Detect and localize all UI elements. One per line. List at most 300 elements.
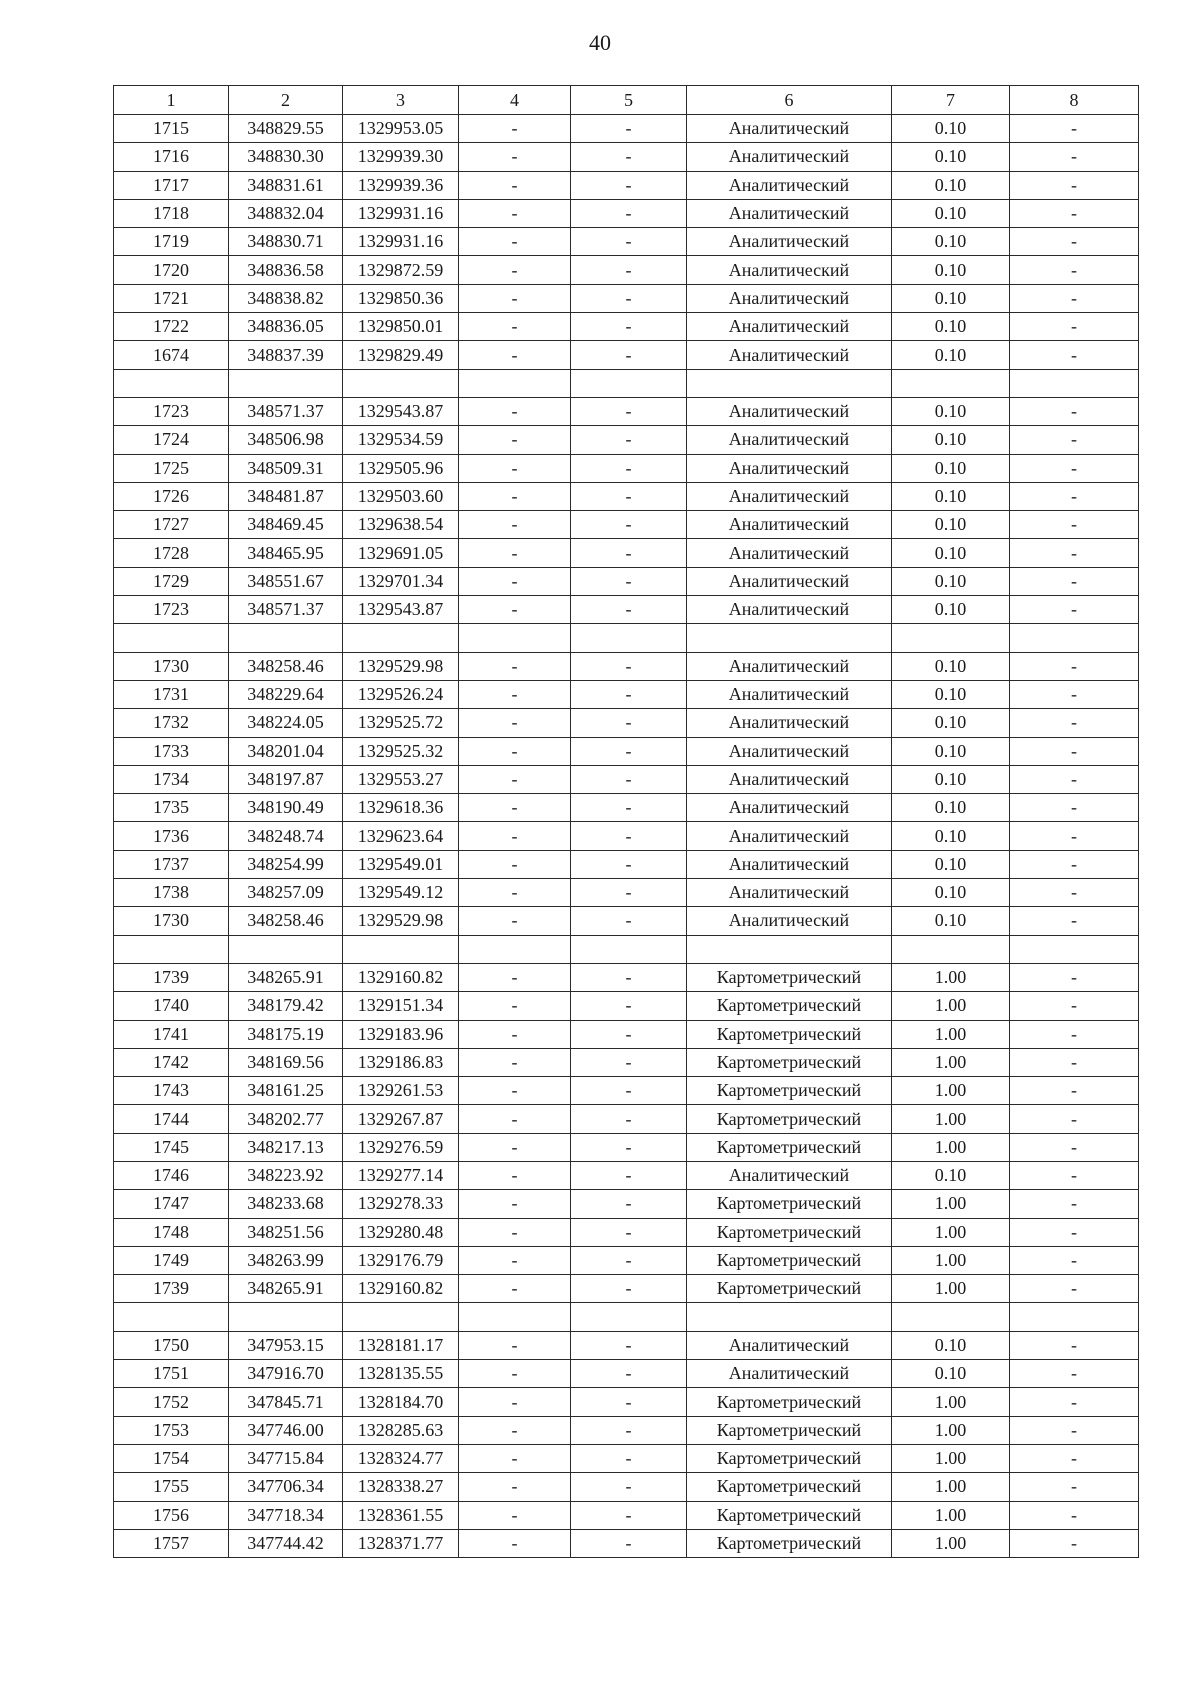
table-cell-col-4: - xyxy=(459,539,571,567)
table-cell-col-7: 0.10 xyxy=(892,737,1010,765)
table-cell-col-6: Аналитический xyxy=(687,284,892,312)
table-cell-col-6: Аналитический xyxy=(687,256,892,284)
table-cell-col-8: - xyxy=(1010,963,1139,991)
table-cell-col-3: 1329278.33 xyxy=(343,1190,459,1218)
table-cell-col-2: 347715.84 xyxy=(229,1444,343,1472)
table-row xyxy=(114,907,1139,935)
table-cell-col-5: - xyxy=(571,171,687,199)
table-cell-col-5: - xyxy=(571,284,687,312)
table-cell-col-5: - xyxy=(571,341,687,369)
table-row xyxy=(114,1218,1139,1246)
table-cell-col-3: 1329549.12 xyxy=(343,879,459,907)
table-cell-col-5: - xyxy=(571,709,687,737)
table-cell-col-1: 1731 xyxy=(114,680,229,708)
table-cell-col-6: Аналитический xyxy=(687,680,892,708)
table-row xyxy=(114,1444,1139,1472)
table-cell-col-4: - xyxy=(459,794,571,822)
table-cell-col-8: - xyxy=(1010,709,1139,737)
table-row xyxy=(114,680,1139,708)
table-row xyxy=(114,992,1139,1020)
table-cell-col-5 xyxy=(571,1303,687,1331)
table-cell-col-5: - xyxy=(571,539,687,567)
table-cell-col-8: - xyxy=(1010,1275,1139,1303)
table-cell-col-6: Аналитический xyxy=(687,199,892,227)
table-cell-col-6: Картометрический xyxy=(687,1388,892,1416)
table-cell-col-4: - xyxy=(459,596,571,624)
table-cell-col-3: 1329160.82 xyxy=(343,1275,459,1303)
table-cell-col-5: - xyxy=(571,397,687,425)
table-cell-col-1: 1739 xyxy=(114,963,229,991)
table-cell-col-2: 348830.71 xyxy=(229,228,343,256)
table-cell-col-8: - xyxy=(1010,1218,1139,1246)
table-cell-col-6: Аналитический xyxy=(687,794,892,822)
table-cell-col-7: 1.00 xyxy=(892,1444,1010,1472)
table-separator-row xyxy=(114,935,1139,963)
table-row xyxy=(114,1105,1139,1133)
table-cell-col-6: Аналитический xyxy=(687,1360,892,1388)
table-cell-col-5: - xyxy=(571,680,687,708)
table-cell-col-7: 1.00 xyxy=(892,1190,1010,1218)
table-cell-col-8: - xyxy=(1010,426,1139,454)
table-cell-col-3: 1329931.16 xyxy=(343,199,459,227)
table-cell-col-1: 1737 xyxy=(114,850,229,878)
table-cell-col-3 xyxy=(343,624,459,652)
table-row xyxy=(114,199,1139,227)
table-cell-col-8: - xyxy=(1010,652,1139,680)
table-row xyxy=(114,567,1139,595)
table-cell-col-5: - xyxy=(571,1105,687,1133)
table-cell-col-7: 1.00 xyxy=(892,1218,1010,1246)
table-body xyxy=(114,115,1139,1558)
table-cell-col-3: 1328135.55 xyxy=(343,1360,459,1388)
table-row xyxy=(114,1048,1139,1076)
table-cell-col-7: 1.00 xyxy=(892,1133,1010,1161)
table-cell-col-5: - xyxy=(571,199,687,227)
table-cell-col-5: - xyxy=(571,1218,687,1246)
table-cell-col-7: 1.00 xyxy=(892,1529,1010,1557)
table-cell-col-8: - xyxy=(1010,992,1139,1020)
table-cell-col-6 xyxy=(687,369,892,397)
table-cell-col-5: - xyxy=(571,1360,687,1388)
table-cell-col-4: - xyxy=(459,1190,571,1218)
table-cell-col-1: 1732 xyxy=(114,709,229,737)
table-cell-col-7: 0.10 xyxy=(892,143,1010,171)
table-cell-col-3: 1329525.32 xyxy=(343,737,459,765)
table-cell-col-6: Картометрический xyxy=(687,1501,892,1529)
table-cell-col-5: - xyxy=(571,1161,687,1189)
table-cell-col-6: Картометрический xyxy=(687,1416,892,1444)
table-cell-col-3: 1329953.05 xyxy=(343,115,459,143)
table-cell-col-7 xyxy=(892,1303,1010,1331)
table-separator-row xyxy=(114,624,1139,652)
table-cell-col-8: - xyxy=(1010,1360,1139,1388)
table-cell-col-5: - xyxy=(571,1331,687,1359)
table-cell-col-6: Аналитический xyxy=(687,454,892,482)
table-cell-col-3: 1329872.59 xyxy=(343,256,459,284)
table-cell-col-3: 1329829.49 xyxy=(343,341,459,369)
table-cell-col-5: - xyxy=(571,850,687,878)
column-header-6: 6 xyxy=(687,86,892,115)
table-cell-col-1: 1756 xyxy=(114,1501,229,1529)
table-cell-col-7: 0.10 xyxy=(892,426,1010,454)
table-row xyxy=(114,850,1139,878)
table-row xyxy=(114,1473,1139,1501)
table-cell-col-8: - xyxy=(1010,1161,1139,1189)
table-separator-row xyxy=(114,369,1139,397)
table-cell-col-3: 1329534.59 xyxy=(343,426,459,454)
table-cell-col-6: Картометрический xyxy=(687,992,892,1020)
table-cell-col-8: - xyxy=(1010,1133,1139,1161)
table-cell-col-6: Картометрический xyxy=(687,1048,892,1076)
table-cell-col-3: 1329850.36 xyxy=(343,284,459,312)
table-cell-col-2: 348551.67 xyxy=(229,567,343,595)
table-cell-col-6: Аналитический xyxy=(687,765,892,793)
table-cell-col-6: Аналитический xyxy=(687,313,892,341)
table-cell-col-8: - xyxy=(1010,1388,1139,1416)
table-cell-col-4: - xyxy=(459,284,571,312)
table-row xyxy=(114,143,1139,171)
table-cell-col-5: - xyxy=(571,1388,687,1416)
table-cell-col-4: - xyxy=(459,1048,571,1076)
table-cell-col-2: 348263.99 xyxy=(229,1246,343,1274)
table-row xyxy=(114,341,1139,369)
table-cell-col-2: 348197.87 xyxy=(229,765,343,793)
table-cell-col-5: - xyxy=(571,1077,687,1105)
table-cell-col-2: 348233.68 xyxy=(229,1190,343,1218)
table-cell-col-6 xyxy=(687,624,892,652)
table-header-row xyxy=(114,86,1139,115)
table-cell-col-4: - xyxy=(459,1105,571,1133)
table-row xyxy=(114,1416,1139,1444)
column-header-5: 5 xyxy=(571,86,687,115)
table-cell-col-4: - xyxy=(459,1275,571,1303)
table-cell-col-7: 0.10 xyxy=(892,765,1010,793)
column-header-2: 2 xyxy=(229,86,343,115)
table-cell-col-2: 347718.34 xyxy=(229,1501,343,1529)
table-cell-col-7: 0.10 xyxy=(892,284,1010,312)
table-cell-col-2: 348251.56 xyxy=(229,1218,343,1246)
table-row xyxy=(114,652,1139,680)
table-cell-col-2: 348836.05 xyxy=(229,313,343,341)
table-cell-col-6: Аналитический xyxy=(687,228,892,256)
table-cell-col-6: Картометрический xyxy=(687,1020,892,1048)
table-cell-col-2: 348161.25 xyxy=(229,1077,343,1105)
column-header-1: 1 xyxy=(114,86,229,115)
table-cell-col-7: 1.00 xyxy=(892,992,1010,1020)
table-cell-col-5: - xyxy=(571,1473,687,1501)
table-cell-col-6: Картометрический xyxy=(687,1077,892,1105)
table-cell-col-1: 1733 xyxy=(114,737,229,765)
table-cell-col-4: - xyxy=(459,511,571,539)
table-cell-col-4: - xyxy=(459,765,571,793)
table-cell-col-4 xyxy=(459,1303,571,1331)
table-cell-col-6: Аналитический xyxy=(687,596,892,624)
table-row xyxy=(114,1388,1139,1416)
table-cell-col-1: 1722 xyxy=(114,313,229,341)
table-cell-col-4: - xyxy=(459,850,571,878)
table-cell-col-4: - xyxy=(459,454,571,482)
table-cell-col-1: 1716 xyxy=(114,143,229,171)
table-cell-col-1 xyxy=(114,1303,229,1331)
table-cell-col-7: 0.10 xyxy=(892,1161,1010,1189)
table-cell-col-1: 1740 xyxy=(114,992,229,1020)
table-cell-col-1: 1751 xyxy=(114,1360,229,1388)
table-cell-col-3: 1329543.87 xyxy=(343,397,459,425)
table-cell-col-2: 348836.58 xyxy=(229,256,343,284)
table-cell-col-5: - xyxy=(571,963,687,991)
table-row xyxy=(114,963,1139,991)
table-cell-col-4: - xyxy=(459,426,571,454)
table-cell-col-7: 1.00 xyxy=(892,1275,1010,1303)
table-cell-col-7: 0.10 xyxy=(892,1360,1010,1388)
table-cell-col-1: 1730 xyxy=(114,652,229,680)
table-cell-col-1: 1750 xyxy=(114,1331,229,1359)
table-cell-col-7: 1.00 xyxy=(892,1077,1010,1105)
table-cell-col-6: Картометрический xyxy=(687,1275,892,1303)
table-cell-col-3: 1329623.64 xyxy=(343,822,459,850)
table-cell-col-2: 347706.34 xyxy=(229,1473,343,1501)
table-cell-col-1: 1748 xyxy=(114,1218,229,1246)
table-cell-col-7 xyxy=(892,624,1010,652)
column-header-4: 4 xyxy=(459,86,571,115)
table-row xyxy=(114,454,1139,482)
table-cell-col-1: 1754 xyxy=(114,1444,229,1472)
table-cell-col-7: 0.10 xyxy=(892,341,1010,369)
table-cell-col-2 xyxy=(229,935,343,963)
table-cell-col-3: 1329543.87 xyxy=(343,596,459,624)
table-cell-col-5: - xyxy=(571,256,687,284)
table-cell-col-2: 348469.45 xyxy=(229,511,343,539)
table-cell-col-8: - xyxy=(1010,1473,1139,1501)
table-cell-col-6: Картометрический xyxy=(687,1218,892,1246)
table-cell-col-8: - xyxy=(1010,341,1139,369)
table-cell-col-2: 348217.13 xyxy=(229,1133,343,1161)
table-cell-col-5: - xyxy=(571,907,687,935)
table-separator-row xyxy=(114,1303,1139,1331)
table-cell-col-6: Аналитический xyxy=(687,850,892,878)
table-cell-col-2 xyxy=(229,369,343,397)
table-row xyxy=(114,284,1139,312)
table-cell-col-8: - xyxy=(1010,1190,1139,1218)
table-cell-col-5: - xyxy=(571,143,687,171)
table-cell-col-4: - xyxy=(459,680,571,708)
table-cell-col-4: - xyxy=(459,397,571,425)
table-cell-col-4: - xyxy=(459,1161,571,1189)
column-header-7: 7 xyxy=(892,86,1010,115)
table-cell-col-3: 1328184.70 xyxy=(343,1388,459,1416)
table-cell-col-2: 348265.91 xyxy=(229,963,343,991)
table-cell-col-3: 1329549.01 xyxy=(343,850,459,878)
table-cell-col-4: - xyxy=(459,1218,571,1246)
table-cell-col-4: - xyxy=(459,143,571,171)
table-cell-col-1 xyxy=(114,624,229,652)
table-cell-col-6: Аналитический xyxy=(687,879,892,907)
table-cell-col-2: 348465.95 xyxy=(229,539,343,567)
table-cell-col-8: - xyxy=(1010,228,1139,256)
table-cell-col-1: 1741 xyxy=(114,1020,229,1048)
table-cell-col-2: 348201.04 xyxy=(229,737,343,765)
table-cell-col-2: 348837.39 xyxy=(229,341,343,369)
table-row xyxy=(114,737,1139,765)
table-cell-col-1: 1747 xyxy=(114,1190,229,1218)
table-cell-col-2: 348571.37 xyxy=(229,596,343,624)
table-cell-col-7: 0.10 xyxy=(892,850,1010,878)
table-cell-col-7: 0.10 xyxy=(892,596,1010,624)
table-cell-col-2: 348829.55 xyxy=(229,115,343,143)
table-cell-col-1 xyxy=(114,369,229,397)
table-cell-col-5: - xyxy=(571,765,687,793)
table-cell-col-2: 348265.91 xyxy=(229,1275,343,1303)
table-cell-col-3: 1329618.36 xyxy=(343,794,459,822)
table-cell-col-8: - xyxy=(1010,1246,1139,1274)
table-cell-col-8: - xyxy=(1010,794,1139,822)
table-cell-col-4: - xyxy=(459,1331,571,1359)
table-cell-col-1: 1728 xyxy=(114,539,229,567)
table-cell-col-3: 1329261.53 xyxy=(343,1077,459,1105)
table-cell-col-4 xyxy=(459,935,571,963)
table-cell-col-3: 1329176.79 xyxy=(343,1246,459,1274)
table-cell-col-4 xyxy=(459,369,571,397)
table-cell-col-4: - xyxy=(459,822,571,850)
table-cell-col-7: 0.10 xyxy=(892,171,1010,199)
table-cell-col-4: - xyxy=(459,313,571,341)
table-row xyxy=(114,539,1139,567)
table-cell-col-4: - xyxy=(459,199,571,227)
table-cell-col-2: 347746.00 xyxy=(229,1416,343,1444)
table-row xyxy=(114,822,1139,850)
table-cell-col-6 xyxy=(687,1303,892,1331)
table-cell-col-8: - xyxy=(1010,1020,1139,1048)
table-cell-col-7: 0.10 xyxy=(892,511,1010,539)
table-cell-col-1: 1721 xyxy=(114,284,229,312)
table-cell-col-7: 1.00 xyxy=(892,1473,1010,1501)
table-cell-col-1: 1729 xyxy=(114,567,229,595)
table-cell-col-5: - xyxy=(571,652,687,680)
table-cell-col-7: 0.10 xyxy=(892,822,1010,850)
table-cell-col-2: 348831.61 xyxy=(229,171,343,199)
table-cell-col-1: 1734 xyxy=(114,765,229,793)
table-cell-col-6: Аналитический xyxy=(687,143,892,171)
table-cell-col-1: 1719 xyxy=(114,228,229,256)
table-cell-col-5: - xyxy=(571,1246,687,1274)
table-cell-col-5: - xyxy=(571,1048,687,1076)
table-cell-col-8 xyxy=(1010,935,1139,963)
table-cell-col-7 xyxy=(892,369,1010,397)
table-cell-col-7: 1.00 xyxy=(892,1416,1010,1444)
table-cell-col-5: - xyxy=(571,1275,687,1303)
table-cell-col-1: 1674 xyxy=(114,341,229,369)
table-cell-col-5: - xyxy=(571,115,687,143)
table-cell-col-8: - xyxy=(1010,879,1139,907)
table-cell-col-2: 348224.05 xyxy=(229,709,343,737)
table-row xyxy=(114,1161,1139,1189)
table-cell-col-2: 348258.46 xyxy=(229,652,343,680)
table-cell-col-5: - xyxy=(571,737,687,765)
table-cell-col-1: 1738 xyxy=(114,879,229,907)
table-row xyxy=(114,1133,1139,1161)
table-cell-col-8: - xyxy=(1010,454,1139,482)
table-cell-col-1: 1736 xyxy=(114,822,229,850)
table-cell-col-4: - xyxy=(459,879,571,907)
table-cell-col-5: - xyxy=(571,511,687,539)
table-cell-col-6: Картометрический xyxy=(687,1246,892,1274)
table-cell-col-4: - xyxy=(459,709,571,737)
table-cell-col-3: 1328285.63 xyxy=(343,1416,459,1444)
table-cell-col-7: 0.10 xyxy=(892,397,1010,425)
table-cell-col-3: 1329503.60 xyxy=(343,482,459,510)
table-cell-col-1: 1720 xyxy=(114,256,229,284)
table-cell-col-3 xyxy=(343,935,459,963)
table-cell-col-5: - xyxy=(571,1020,687,1048)
table-cell-col-2: 347744.42 xyxy=(229,1529,343,1557)
table-cell-col-2: 348229.64 xyxy=(229,680,343,708)
table-cell-col-3: 1329553.27 xyxy=(343,765,459,793)
table-cell-col-4: - xyxy=(459,256,571,284)
table-cell-col-7: 0.10 xyxy=(892,879,1010,907)
table-cell-col-7: 0.10 xyxy=(892,228,1010,256)
table-cell-col-2: 348481.87 xyxy=(229,482,343,510)
table-cell-col-3: 1328181.17 xyxy=(343,1331,459,1359)
table-cell-col-7: 1.00 xyxy=(892,1048,1010,1076)
table-cell-col-4: - xyxy=(459,1077,571,1105)
table-cell-col-4: - xyxy=(459,1246,571,1274)
table-cell-col-7: 0.10 xyxy=(892,794,1010,822)
table-cell-col-7: 0.10 xyxy=(892,567,1010,595)
table-row xyxy=(114,765,1139,793)
table-cell-col-3 xyxy=(343,1303,459,1331)
table-cell-col-3: 1329638.54 xyxy=(343,511,459,539)
table-row xyxy=(114,1529,1139,1557)
table-cell-col-6: Картометрический xyxy=(687,963,892,991)
table-cell-col-1: 1723 xyxy=(114,397,229,425)
table-row xyxy=(114,511,1139,539)
table-row xyxy=(114,426,1139,454)
table-row xyxy=(114,879,1139,907)
table-cell-col-7: 0.10 xyxy=(892,652,1010,680)
table-cell-col-6: Аналитический xyxy=(687,341,892,369)
table-row xyxy=(114,596,1139,624)
table-cell-col-8: - xyxy=(1010,511,1139,539)
table-cell-col-7: 0.10 xyxy=(892,1331,1010,1359)
table-cell-col-4: - xyxy=(459,737,571,765)
table-cell-col-7 xyxy=(892,935,1010,963)
table-cell-col-4: - xyxy=(459,1529,571,1557)
table-cell-col-3: 1328361.55 xyxy=(343,1501,459,1529)
table-cell-col-5: - xyxy=(571,992,687,1020)
table-cell-col-6: Аналитический xyxy=(687,426,892,454)
table-cell-col-3: 1329160.82 xyxy=(343,963,459,991)
table-cell-col-6: Аналитический xyxy=(687,907,892,935)
table-row xyxy=(114,397,1139,425)
table-row xyxy=(114,709,1139,737)
table-cell-col-1: 1752 xyxy=(114,1388,229,1416)
table-cell-col-5: - xyxy=(571,1133,687,1161)
table-cell-col-8: - xyxy=(1010,1077,1139,1105)
table-cell-col-6: Картометрический xyxy=(687,1529,892,1557)
table-cell-col-5: - xyxy=(571,454,687,482)
table-cell-col-1: 1715 xyxy=(114,115,229,143)
table-cell-col-1: 1742 xyxy=(114,1048,229,1076)
table-cell-col-8: - xyxy=(1010,256,1139,284)
table-cell-col-3: 1329276.59 xyxy=(343,1133,459,1161)
table-cell-col-2: 348175.19 xyxy=(229,1020,343,1048)
table-cell-col-5: - xyxy=(571,567,687,595)
table-cell-col-6 xyxy=(687,935,892,963)
table-cell-col-1: 1755 xyxy=(114,1473,229,1501)
table-cell-col-7: 0.10 xyxy=(892,907,1010,935)
table-cell-col-1: 1743 xyxy=(114,1077,229,1105)
column-header-3: 3 xyxy=(343,86,459,115)
